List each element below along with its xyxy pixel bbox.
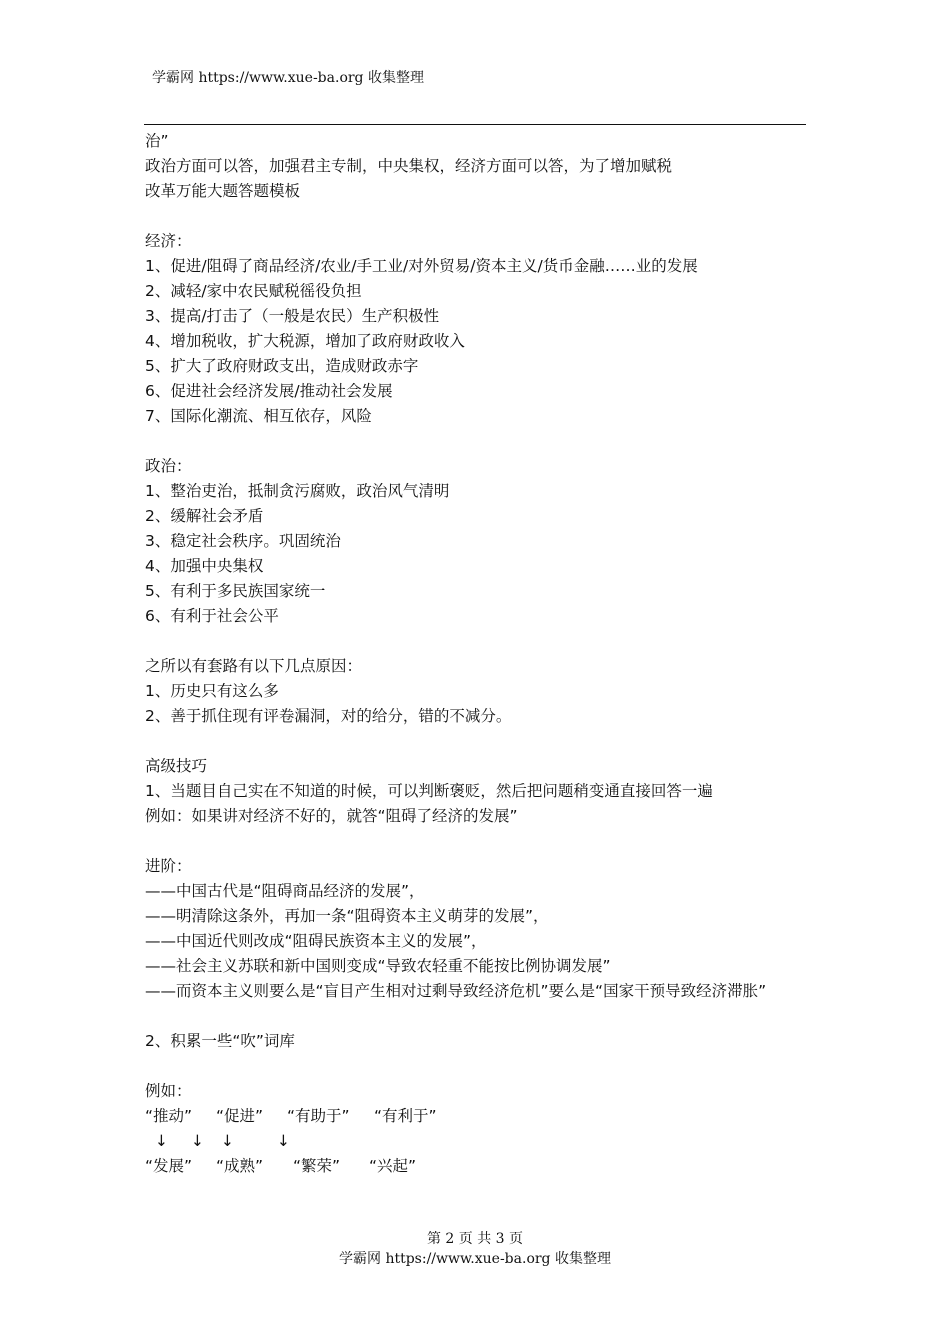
vocab-term: “推动” xyxy=(145,1107,193,1125)
down-arrow-icon: ↓ xyxy=(221,1132,234,1150)
vocab-term: “促进” xyxy=(216,1107,264,1125)
vocab-term: “成熟” xyxy=(216,1157,264,1175)
vocab-bottom-terms xyxy=(145,1154,807,1179)
blank-line xyxy=(145,829,807,854)
blank-line xyxy=(145,429,807,454)
economy-item: 6、促进社会经济发展/推动社会发展 xyxy=(145,382,393,400)
vocab-arrows xyxy=(145,1129,807,1154)
reasons-item: 1、历史只有这么多 xyxy=(145,682,279,700)
progress-item: ——明清除这条外，再加一条“阻碍资本主义萌芽的发展”， xyxy=(145,907,549,925)
progress-item: ——而资本主义则要么是“盲目产生相对过剩导致经济危机”要么是“国家干预导致经济滞胀” xyxy=(145,982,767,1000)
advanced-item: 例如：如果讲对经济不好的，就答“阻碍了经济的发展” xyxy=(145,807,518,825)
blank-line xyxy=(145,1004,807,1029)
advanced-heading: 高级技巧 xyxy=(145,757,208,775)
page-header: 学霸网 https://www.xue-ba.org 收集整理 xyxy=(152,70,424,86)
blank-line xyxy=(145,1054,807,1079)
down-arrow-icon: ↓ xyxy=(277,1132,290,1150)
document-body xyxy=(145,129,807,1179)
intro-line: 政治方面可以答，加强君主专制，中央集权，经济方面可以答，为了增加赋税 xyxy=(145,157,673,175)
progress-item: ——中国近代则改成“阻碍民族资本主义的发展”， xyxy=(145,932,487,950)
reasons-heading: 之所以有套路有以下几点原因： xyxy=(145,657,363,675)
blank-line xyxy=(145,204,807,229)
economy-item: 7、国际化潮流、相互依存，风险 xyxy=(145,407,372,425)
page-number: 第 2 页 共 3 页 xyxy=(426,1231,524,1247)
vocab-top-terms xyxy=(145,1104,807,1129)
down-arrow-icon: ↓ xyxy=(191,1132,204,1150)
economy-item: 5、扩大了政府财政支出，造成财政赤字 xyxy=(145,357,419,375)
down-arrow-icon: ↓ xyxy=(155,1132,168,1150)
politics-item: 5、有利于多民族国家统一 xyxy=(145,582,326,600)
politics-item: 2、缓解社会矛盾 xyxy=(145,507,264,525)
blank-line xyxy=(145,729,807,754)
vocab-term: “有利于” xyxy=(374,1107,437,1125)
progress-heading: 进阶： xyxy=(145,857,192,875)
politics-item: 4、加强中央集权 xyxy=(145,557,264,575)
politics-item: 3、稳定社会秩序。巩固统治 xyxy=(145,532,341,550)
economy-item: 4、增加税收，扩大税源，增加了政府财政收入 xyxy=(145,332,465,350)
economy-heading: 经济： xyxy=(145,232,192,250)
politics-item: 6、有利于社会公平 xyxy=(145,607,279,625)
vocab-term: “发展” xyxy=(145,1157,193,1175)
vocab-example-label: 例如： xyxy=(145,1082,192,1100)
progress-item: ——中国古代是“阻碍商品经济的发展”， xyxy=(145,882,425,900)
vocab-term: “有助于” xyxy=(287,1107,350,1125)
intro-line: 改革万能大题答题模板 xyxy=(145,182,301,200)
vocab-heading: 2、积累一些“吹”词库 xyxy=(145,1032,295,1050)
reasons-item: 2、善于抓住现有评卷漏洞，对的给分，错的不减分。 xyxy=(145,707,512,725)
page-footer-source: 学霸网 https://www.xue-ba.org 收集整理 xyxy=(339,1251,611,1267)
intro-line: 治” xyxy=(145,132,169,150)
vocab-term: “兴起” xyxy=(369,1157,417,1175)
economy-item: 3、提高/打击了（一般是农民）生产积极性 xyxy=(145,307,440,325)
politics-item: 1、整治吏治，抵制贪污腐败，政治风气清明 xyxy=(145,482,450,500)
vocab-term: “繁荣” xyxy=(293,1157,341,1175)
economy-item: 1、促进/阻碍了商品经济/农业/手工业/对外贸易/资本主义/货币金融……业的发展 xyxy=(145,257,698,275)
advanced-item: 1、当题目自己实在不知道的时候，可以判断褒贬，然后把问题稍变通直接回答一遍 xyxy=(145,782,713,800)
blank-line xyxy=(145,629,807,654)
economy-item: 2、减轻/家中农民赋税徭役负担 xyxy=(145,282,362,300)
progress-item: ——社会主义苏联和新中国则变成“导致农轻重不能按比例协调发展” xyxy=(145,957,611,975)
politics-heading: 政治： xyxy=(145,457,192,475)
header-rule xyxy=(144,124,806,125)
